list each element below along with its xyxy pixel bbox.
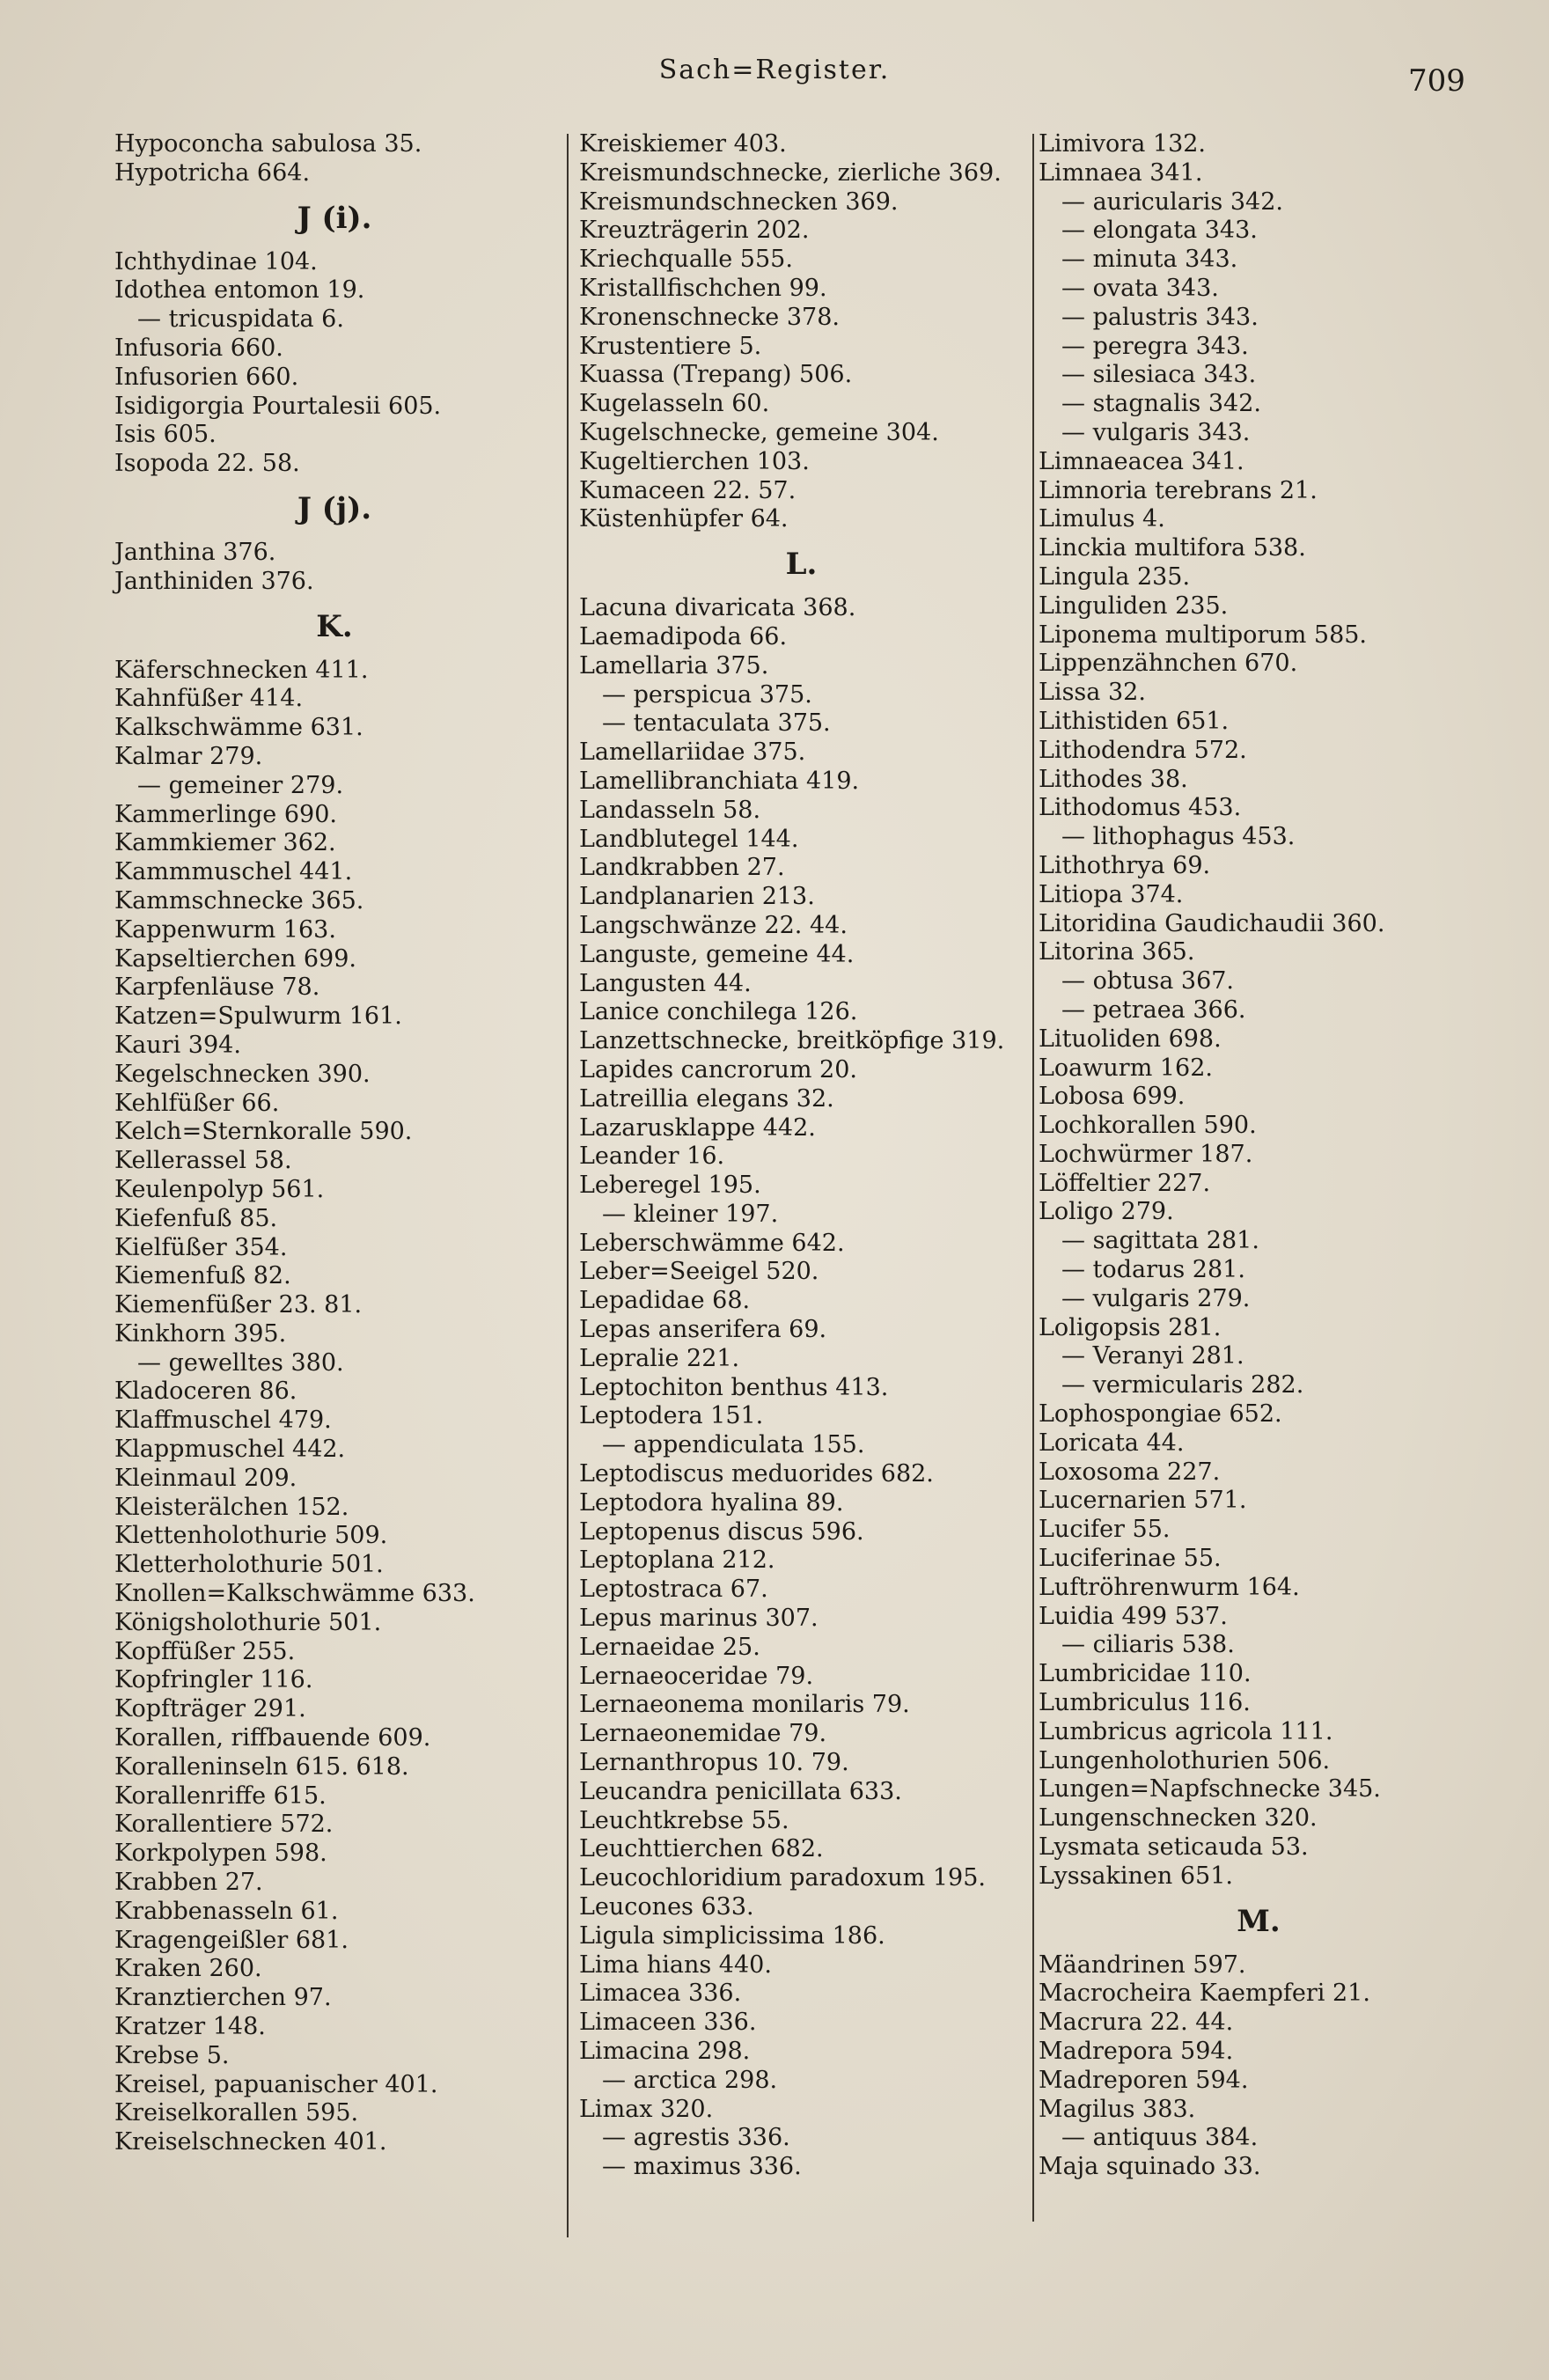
index-entry: Kielfüßer 354.: [114, 1233, 288, 1261]
index-entry: Lamellibranchiata 419.: [579, 767, 860, 795]
index-entry: — agrestis 336.: [602, 2124, 790, 2152]
index-entry: Kopfringler 116.: [114, 1666, 313, 1694]
index-entry: Luciferinae 55.: [1039, 1545, 1222, 1573]
index-entry: — gewelltes 380.: [137, 1348, 344, 1377]
index-entry: Knollen=Kalkschwämme 633.: [114, 1580, 475, 1608]
index-entry: Kapseltierchen 699.: [114, 944, 356, 973]
index-entry: Kleinmaul 209.: [114, 1464, 297, 1492]
index-entry: Luidia 499 537.: [1039, 1602, 1228, 1630]
index-entry: Kalkschwämme 631.: [114, 714, 363, 742]
index-entry: Kratzer 148.: [114, 2013, 266, 2041]
index-entry: — ciliaris 538.: [1061, 1631, 1235, 1659]
index-entry: Kiemenfuß 82.: [114, 1262, 291, 1290]
index-entry: Krebse 5.: [114, 2041, 230, 2069]
index-entry: Loawurm 162.: [1039, 1054, 1213, 1082]
index-entry: Lacuna divaricata 368.: [579, 594, 856, 622]
index-entry: Kammmuschel 441.: [114, 858, 353, 886]
index-column-2: [579, 130, 1024, 2182]
index-entry: Lumbricus agricola 111.: [1039, 1717, 1333, 1745]
index-entry: — perspicua 375.: [602, 680, 812, 709]
index-letter-heading: J (i).: [297, 200, 372, 236]
index-entry: Limacina 298.: [579, 2038, 751, 2065]
index-entry: Kristallfischchen 99.: [579, 274, 827, 302]
index-entry: Krabbenasseln 61.: [114, 1897, 339, 1925]
index-letter-heading: J (j).: [297, 490, 372, 526]
index-entry: Kappenwurm 163.: [114, 915, 336, 944]
index-entry: Lernaeonemidae 79.: [579, 1720, 827, 1748]
index-entry: Leptostraca 67.: [579, 1576, 768, 1604]
index-entry: Krabben 27.: [114, 1869, 263, 1897]
index-entry: Kreismundschnecken 369.: [579, 187, 899, 216]
index-entry: Lithothrya 69.: [1039, 851, 1211, 879]
index-entry: Kleisterälchen 152.: [114, 1493, 349, 1521]
index-entry: Lobosa 699.: [1039, 1083, 1186, 1111]
index-entry: Luftröhrenwurm 164.: [1039, 1573, 1300, 1601]
index-entry: Käferschnecken 411.: [114, 656, 369, 684]
index-entry: Lernaeidae 25.: [579, 1633, 760, 1661]
index-entry: Kreisel, papuanischer 401.: [114, 2070, 438, 2098]
index-entry: — petraea 366.: [1061, 995, 1246, 1024]
index-entry: Limax 320.: [579, 2095, 714, 2123]
index-entry: Infusoria 660.: [114, 334, 283, 362]
index-entry: Macrura 22. 44.: [1039, 2009, 1234, 2037]
index-entry: — tricuspidata 6.: [137, 305, 344, 334]
index-entry: Kugelasseln 60.: [579, 390, 770, 418]
index-entry: — arctica 298.: [602, 2066, 778, 2094]
index-entry: Lochkorallen 590.: [1039, 1112, 1257, 1140]
index-entry: Kugelschnecke, gemeine 304.: [579, 418, 939, 446]
index-entry: Lernanthropus 10. 79.: [579, 1749, 849, 1777]
index-entry: Lippenzähnchen 670.: [1039, 650, 1298, 678]
index-entry: Lepus marinus 307.: [579, 1605, 819, 1633]
index-entry: Lithodendra 572.: [1039, 736, 1247, 764]
index-entry: Loricata 44.: [1039, 1429, 1185, 1457]
index-entry: Küstenhüpfer 64.: [579, 505, 789, 533]
index-entry: Kumaceen 22. 57.: [579, 476, 797, 504]
index-entry: Isidigorgia Pourtalesii 605.: [114, 392, 442, 420]
index-entry: Kammkiemer 362.: [114, 829, 336, 857]
index-entry: Hypotricha 664.: [114, 158, 311, 187]
index-entry: Kammschnecke 365.: [114, 886, 364, 915]
index-entry: Lernaeoceridae 79.: [579, 1662, 814, 1690]
index-entry: Mäandrinen 597.: [1039, 1950, 1246, 1979]
index-entry: — palustris 343.: [1061, 303, 1259, 331]
index-entry: — antiquus 384.: [1061, 2124, 1259, 2152]
index-entry: — maximus 336.: [602, 2153, 802, 2181]
index-entry: Kronenschnecke 378.: [579, 303, 840, 331]
index-entry: Lepas anserifera 69.: [579, 1316, 827, 1344]
index-entry: Leptopenus discus 596.: [579, 1517, 864, 1546]
index-entry: Lituoliden 698.: [1039, 1025, 1222, 1053]
index-entry: — lithophagus 453.: [1061, 823, 1296, 851]
index-entry: Leuchttierchen 682.: [579, 1835, 824, 1863]
index-entry: Leander 16.: [579, 1142, 725, 1171]
index-entry: Kraken 260.: [114, 1955, 262, 1983]
index-entry: Lysmata seticauda 53.: [1039, 1833, 1309, 1862]
index-entry: Korallentiere 572.: [114, 1811, 334, 1839]
index-entry: Kammerlinge 690.: [114, 800, 337, 828]
index-entry: Lucifer 55.: [1039, 1516, 1171, 1544]
index-entry: Lepralie 221.: [579, 1344, 740, 1372]
index-entry: Latreillia elegans 32.: [579, 1084, 834, 1113]
index-entry: Limaceen 336.: [579, 2009, 757, 2037]
index-entry: Ligula simplicissima 186.: [579, 1921, 885, 1950]
index-entry: Kegelschnecken 390.: [114, 1060, 371, 1088]
index-entry: Landkrabben 27.: [579, 854, 785, 882]
index-entry: — ovata 343.: [1061, 274, 1219, 302]
index-entry: Leucandra penicillata 633.: [579, 1777, 902, 1805]
index-entry: Kelch=Sternkoralle 590.: [114, 1118, 413, 1146]
index-entry: Langusten 44.: [579, 969, 752, 997]
index-entry: Kopfträger 291.: [114, 1695, 306, 1723]
index-entry: Lamellaria 375.: [579, 651, 769, 679]
index-entry: — auricularis 342.: [1061, 187, 1283, 216]
index-entry: Kladoceren 86.: [114, 1377, 297, 1406]
index-entry: Kreismundschnecke, zierliche 369.: [579, 158, 1002, 187]
index-entry: Kreiselschnecken 401.: [114, 2128, 387, 2156]
index-entry: Liponema multiporum 585.: [1039, 621, 1368, 649]
index-entry: — todarus 281.: [1061, 1256, 1245, 1284]
index-letter-heading: L.: [785, 547, 818, 583]
index-entry: Litorina 365.: [1039, 938, 1195, 966]
index-entry: Limnaeacea 341.: [1039, 447, 1244, 475]
index-entry: Landasseln 58.: [579, 796, 761, 824]
index-entry: Leberegel 195.: [579, 1172, 761, 1200]
index-entry: Lithistiden 651.: [1039, 707, 1230, 735]
column-rule: [567, 134, 569, 2237]
index-entry: Karpfenläuse 78.: [114, 973, 320, 1002]
index-entry: Limnaea 341.: [1039, 158, 1203, 187]
index-entry: Keulenpolyp 561.: [114, 1175, 325, 1203]
index-entry: Kugeltierchen 103.: [579, 447, 810, 475]
index-entry: Kuassa (Trepang) 506.: [579, 361, 853, 389]
index-entry: Leber=Seeigel 520.: [579, 1258, 819, 1286]
index-entry: Leuchtkrebse 55.: [579, 1806, 789, 1834]
running-head: Sach=Register.: [658, 55, 891, 85]
index-entry: Leptodera 151.: [579, 1402, 764, 1430]
index-entry: Kinkhorn 395.: [114, 1319, 287, 1348]
index-entry: Kranztierchen 97.: [114, 1984, 332, 2012]
index-entry: Lithodes 38.: [1039, 765, 1188, 793]
index-entry: Leptodora hyalina 89.: [579, 1488, 844, 1517]
index-entry: Kletterholothurie 501.: [114, 1551, 384, 1579]
index-entry: Loligo 279.: [1039, 1198, 1174, 1226]
index-letter-heading: M.: [1237, 1903, 1281, 1939]
index-entry: — obtusa 367.: [1061, 967, 1235, 995]
index-entry: — tentaculata 375.: [602, 709, 831, 738]
index-entry: Litoridina Gaudichaudii 360.: [1039, 909, 1385, 937]
index-entry: Leptoplana 212.: [579, 1546, 775, 1575]
index-entry: — vulgaris 343.: [1061, 418, 1251, 446]
index-entry: Janthiniden 376.: [114, 567, 314, 595]
index-entry: Infusorien 660.: [114, 363, 299, 391]
index-entry: Leptodiscus meduorides 682.: [579, 1460, 934, 1488]
index-entry: Limulus 4.: [1039, 505, 1165, 533]
index-entry: Kellerassel 58.: [114, 1147, 292, 1175]
index-entry: Lithodomus 453.: [1039, 794, 1242, 822]
index-entry: Loligopsis 281.: [1039, 1313, 1222, 1341]
index-entry: Lanice conchilega 126.: [579, 998, 858, 1026]
index-entry: Lingula 235.: [1039, 562, 1191, 591]
index-entry: Lamellariidae 375.: [579, 738, 806, 767]
index-entry: Lanzettschnecke, breitköpfige 319.: [579, 1027, 1005, 1055]
index-entry: Klaffmuschel 479.: [114, 1407, 332, 1435]
index-entry: Leucones 633.: [579, 1893, 754, 1921]
index-entry: — stagnalis 342.: [1061, 390, 1261, 418]
index-entry: Limnoria terebrans 21.: [1039, 476, 1318, 504]
index-entry: Katzen=Spulwurm 161.: [114, 1003, 402, 1031]
index-column-3: [1039, 130, 1479, 2182]
index-entry: Kriechqualle 555.: [579, 246, 793, 274]
index-entry: Madreporen 594.: [1039, 2066, 1249, 2094]
index-entry: Madrepora 594.: [1039, 2038, 1234, 2065]
index-entry: Löffeltier 227.: [1039, 1169, 1211, 1197]
index-entry: — Veranyi 281.: [1061, 1342, 1244, 1370]
index-entry: Ichthydinae 104.: [114, 247, 318, 275]
index-entry: Lyssakinen 651.: [1039, 1862, 1233, 1890]
index-entry: Korkpolypen 598.: [114, 1840, 327, 1868]
index-entry: Leptochiton benthus 413.: [579, 1373, 889, 1401]
index-entry: Limacea 336.: [579, 1980, 742, 2008]
page-number: 709: [1408, 63, 1465, 99]
index-entry: Kragengeißler 681.: [114, 1926, 349, 1954]
index-entry: Kopffüßer 255.: [114, 1637, 296, 1665]
index-entry: Loxosoma 227.: [1039, 1458, 1221, 1486]
index-entry: Magilus 383.: [1039, 2095, 1196, 2123]
index-entry: Lophospongiae 652.: [1039, 1400, 1282, 1429]
index-entry: — silesiaca 343.: [1061, 361, 1257, 389]
index-entry: Lapides cancrorum 20.: [579, 1055, 857, 1083]
index-entry: Limivora 132.: [1039, 130, 1207, 158]
index-entry: Leberschwämme 642.: [579, 1229, 845, 1257]
index-entry: Kreuzträgerin 202.: [579, 217, 810, 245]
index-entry: Korallen, riffbauende 609.: [114, 1724, 431, 1752]
index-entry: Kehlfüßer 66.: [114, 1089, 280, 1117]
index-entry: — appendiculata 155.: [602, 1431, 865, 1459]
index-column-1: [114, 130, 554, 2157]
index-entry: Lernaeonema monilaris 79.: [579, 1691, 910, 1719]
index-entry: Lissa 32.: [1039, 679, 1146, 707]
index-entry: — elongata 343.: [1061, 217, 1258, 245]
index-letter-heading: K.: [316, 608, 353, 644]
index-entry: Lumbricidae 110.: [1039, 1660, 1252, 1688]
index-entry: — sagittata 281.: [1061, 1227, 1259, 1255]
index-entry: Maja squinado 33.: [1039, 2153, 1261, 2181]
index-entry: — peregra 343.: [1061, 332, 1249, 360]
index-entry: Linckia multifora 538.: [1039, 534, 1306, 562]
index-entry: Idothea entomon 19.: [114, 276, 365, 305]
index-entry: — minuta 343.: [1061, 246, 1238, 274]
index-entry: Kiemenfüßer 23. 81.: [114, 1291, 363, 1319]
index-entry: Isopoda 22. 58.: [114, 450, 300, 478]
index-entry: Landblutegel 144.: [579, 825, 799, 853]
index-entry: Korallenriffe 615.: [114, 1781, 327, 1810]
column-rule: [1032, 134, 1034, 2222]
index-entry: Lochwürmer 187.: [1039, 1140, 1253, 1168]
index-entry: Klettenholothurie 509.: [114, 1522, 388, 1550]
index-entry: Macrocheira Kaempferi 21.: [1039, 1980, 1370, 2008]
index-entry: Kreiskiemer 403.: [579, 130, 787, 158]
index-entry: Kahnfüßer 414.: [114, 685, 304, 713]
index-entry: Koralleninseln 615. 618.: [114, 1752, 409, 1781]
index-entry: Linguliden 235.: [1039, 591, 1229, 620]
index-entry: Kiefenfuß 85.: [114, 1204, 278, 1232]
index-entry: Lungenholothurien 506.: [1039, 1746, 1331, 1774]
index-entry: Lumbriculus 116.: [1039, 1689, 1251, 1717]
index-entry: Languste, gemeine 44.: [579, 940, 855, 968]
index-entry: Laemadipoda 66.: [579, 622, 788, 650]
index-entry: Langschwänze 22. 44.: [579, 911, 848, 939]
index-entry: Kauri 394.: [114, 1031, 241, 1059]
index-entry: Hypoconcha sabulosa 35.: [114, 130, 422, 158]
index-entry: Königsholothurie 501.: [114, 1608, 382, 1636]
index-entry: Krustentiere 5.: [579, 332, 762, 360]
index-entry: Lazarusklappe 442.: [579, 1113, 816, 1142]
index-entry: Landplanarien 213.: [579, 883, 815, 911]
index-entry: — kleiner 197.: [602, 1200, 779, 1228]
index-entry: Lima hians 440.: [579, 1950, 772, 1979]
index-entry: — vulgaris 279.: [1061, 1284, 1251, 1312]
index-entry: Kreiselkorallen 595.: [114, 2099, 359, 2127]
index-entry: Leucochloridium paradoxum 195.: [579, 1864, 986, 1892]
index-entry: Lungen=Napfschnecke 345.: [1039, 1775, 1381, 1803]
index-entry: Lepadidae 68.: [579, 1287, 751, 1315]
index-entry: Isis 605.: [114, 421, 217, 449]
index-entry: Klappmuschel 442.: [114, 1436, 346, 1464]
index-entry: Lucernarien 571.: [1039, 1487, 1247, 1515]
index-entry: — gemeiner 279.: [137, 771, 344, 799]
index-entry: Lungenschnecken 320.: [1039, 1804, 1318, 1833]
index-entry: Kalmar 279.: [114, 742, 263, 770]
index-entry: — vermicularis 282.: [1061, 1371, 1304, 1399]
index-entry: Janthina 376.: [114, 538, 276, 566]
index-entry: Litiopa 374.: [1039, 880, 1184, 908]
